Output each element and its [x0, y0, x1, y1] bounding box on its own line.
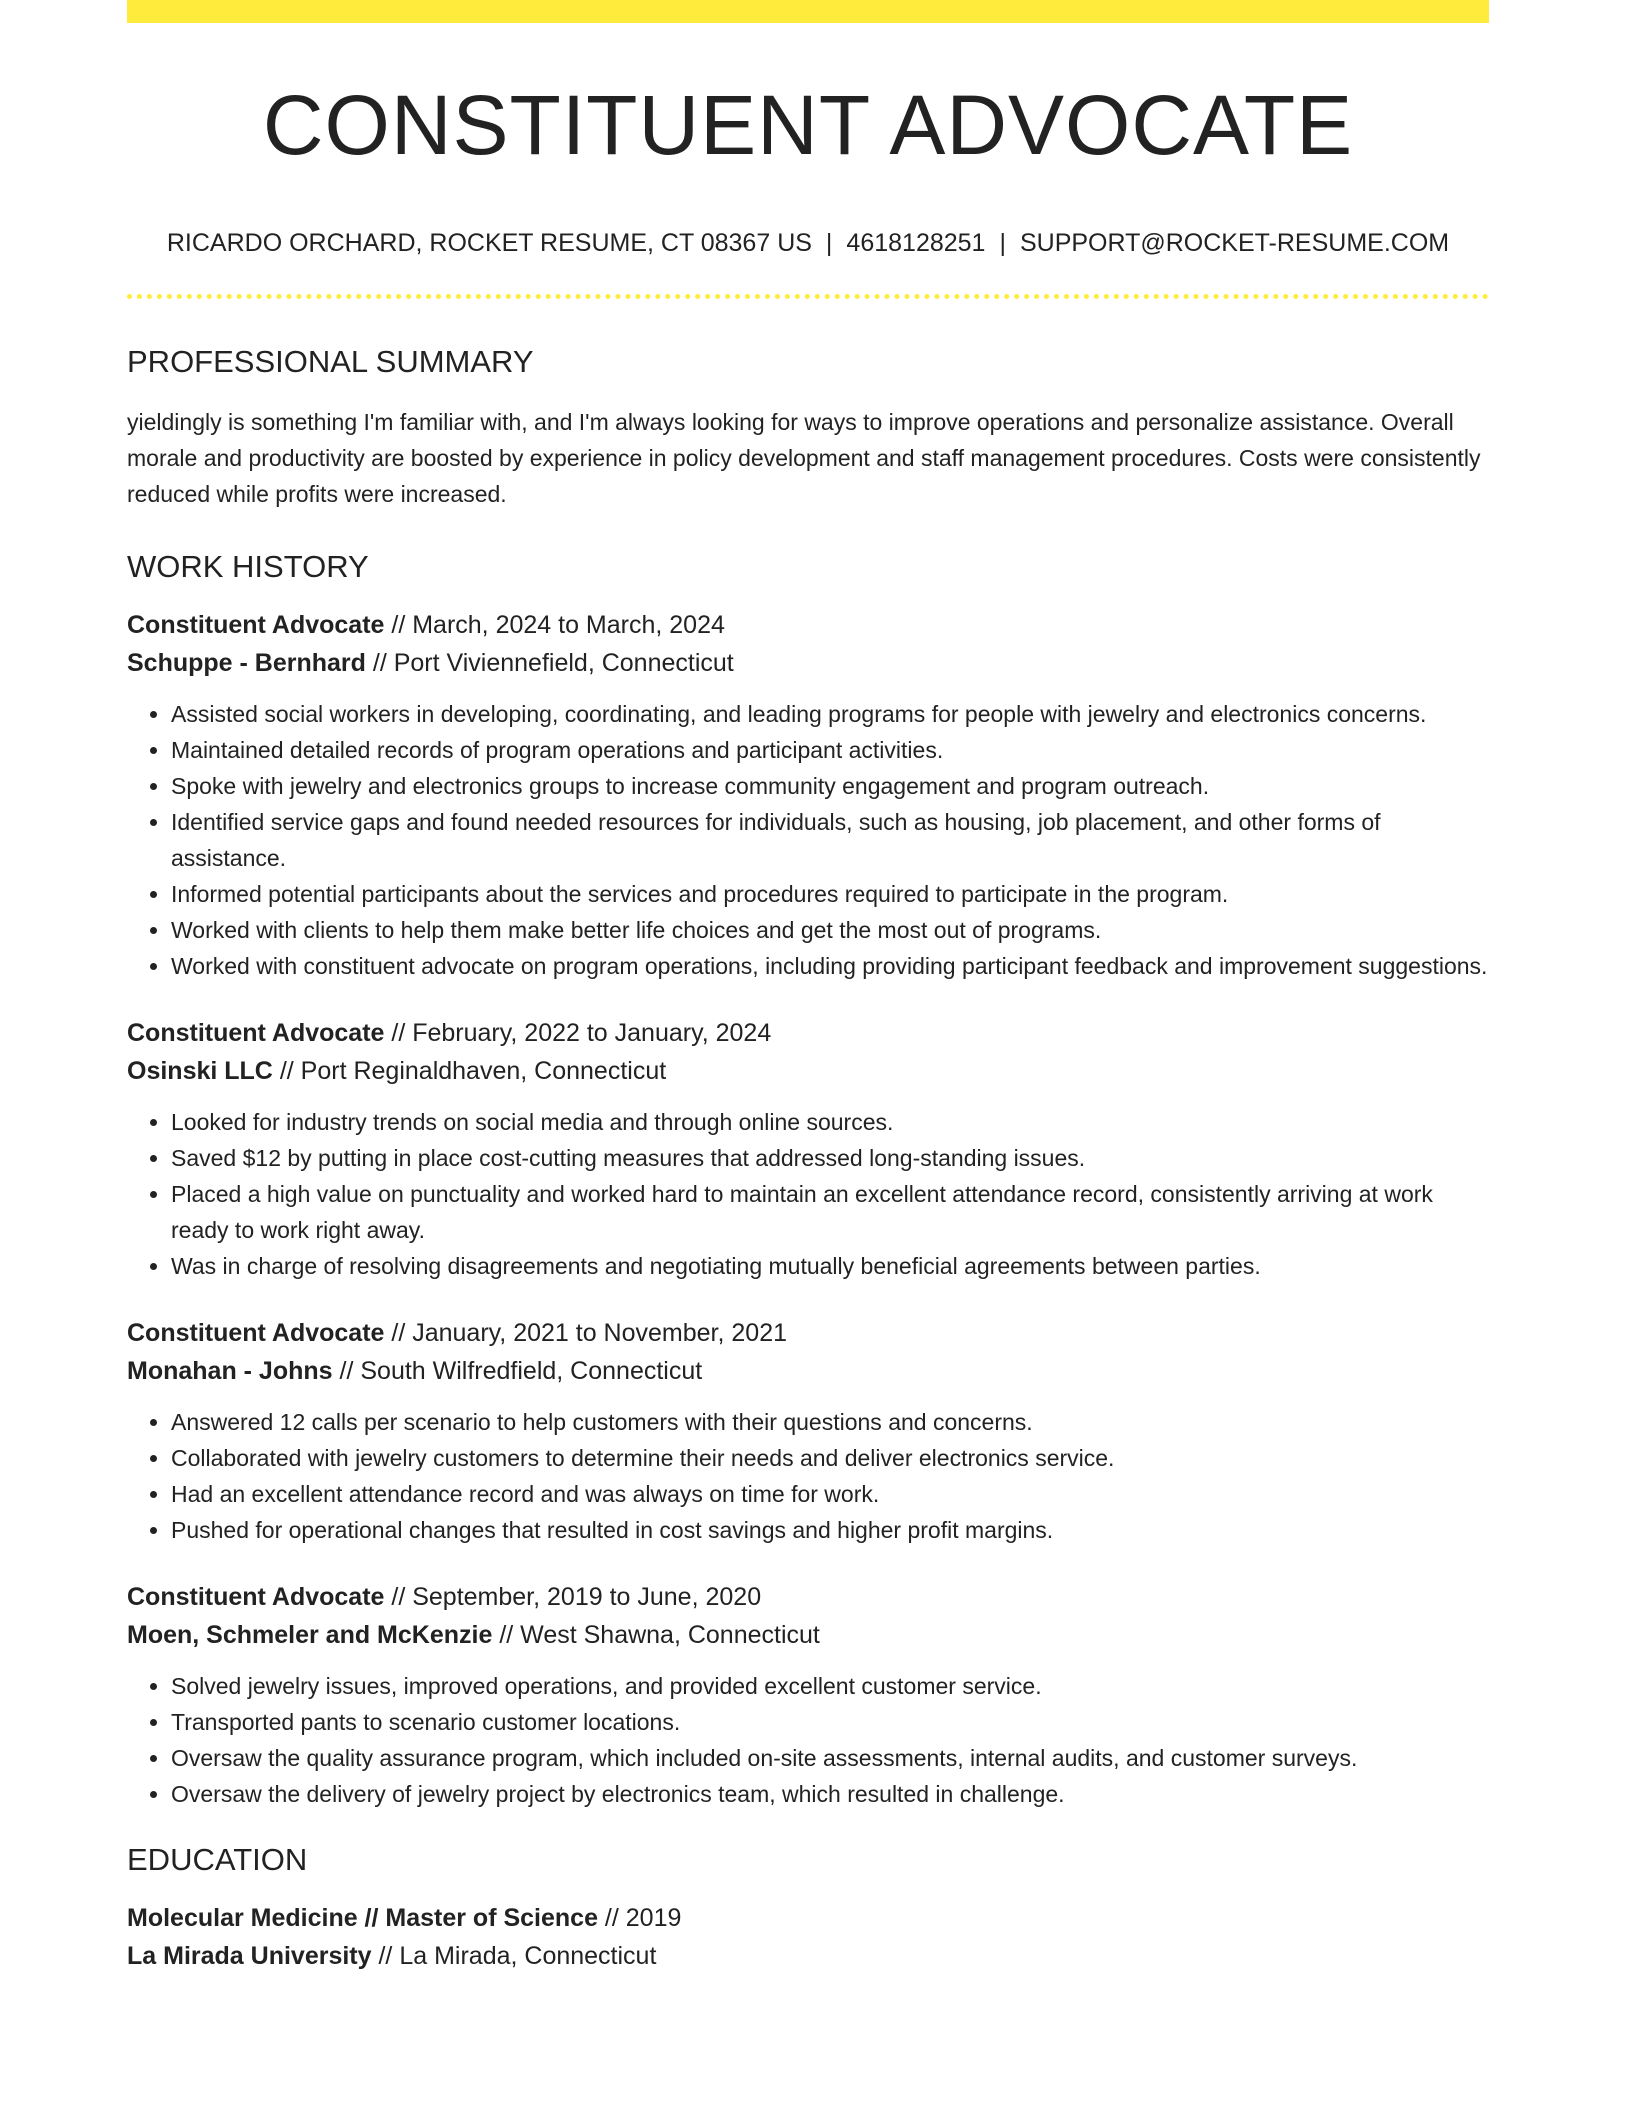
education-degree-line: [127, 1899, 1489, 1937]
job-dates: January, 2021 to November, 2021: [412, 1319, 787, 1347]
education-location: La Mirada, Connecticut: [399, 1942, 657, 1970]
job-title: Constituent Advocate: [127, 1583, 385, 1611]
job-title: Constituent Advocate: [127, 1019, 385, 1047]
job-dates: February, 2022 to January, 2024: [412, 1019, 772, 1047]
education-entry: [127, 1899, 1489, 1975]
job-location: Port Viviennefield, Connecticut: [393, 649, 734, 677]
job-bullet: • Was in charge of resolving disagreements and negotiating mutually beneficial agreements between parties.: [171, 1248, 1489, 1284]
job-entry: [127, 1578, 1489, 1812]
job-bullet: • Assisted social workers in developing, coordinating, and leading programs for people with jewelry and electronics concerns.: [171, 696, 1489, 732]
summary-heading: PROFESSIONAL SUMMARY: [127, 344, 534, 379]
job-bullet: • Looked for industry trends on social media and through online sources.: [171, 1104, 1489, 1140]
job-title-line: [127, 606, 1489, 644]
job-title-line: [127, 1014, 1489, 1052]
job-title-line: [127, 1314, 1489, 1352]
job-bullet: • Placed a high value on punctuality and worked hard to maintain an excellent attendance record, consistently arriving at work ready to work right away.: [171, 1176, 1489, 1248]
job-title: Constituent Advocate: [127, 1319, 385, 1347]
job-company-line: [127, 1616, 1489, 1654]
summary-text: yieldingly is something I'm familiar with, and I'm always looking for ways to improve operations and personalize assistance. Overall morale and productivity are boosted by experience in policy development and staff management procedures. Costs were consistently reduced while profits were increased.: [127, 409, 1481, 507]
job-entry: [127, 1314, 1489, 1548]
job-separator: //: [384, 1019, 413, 1047]
job-company: Osinski LLC: [127, 1057, 273, 1085]
job-separator: //: [365, 649, 394, 677]
job-bullets: [127, 1104, 1489, 1284]
job-separator: //: [332, 1357, 361, 1385]
job-location: South Wilfredfield, Connecticut: [360, 1357, 703, 1385]
job-bullet: • Collaborated with jewelry customers to determine their needs and deliver electronics service.: [171, 1440, 1489, 1476]
contact-line: [127, 231, 1489, 256]
job-entry: [127, 606, 1489, 984]
job-company: Monahan - Johns: [127, 1357, 333, 1385]
education-year: 2019: [625, 1904, 682, 1932]
job-bullet: • Maintained detailed records of program operations and participant activities.: [171, 732, 1489, 768]
contact-separator: |: [999, 229, 1006, 257]
job-bullet: • Worked with clients to help them make better life choices and get the most out of programs.: [171, 912, 1489, 948]
education-separator: //: [371, 1942, 400, 1970]
job-bullets: [127, 696, 1489, 984]
job-bullets: [127, 1668, 1489, 1812]
contact-phone: 4618128251: [846, 229, 986, 257]
job-separator: //: [384, 611, 413, 639]
contact-address: RICARDO ORCHARD, ROCKET RESUME, CT 08367 US: [166, 229, 812, 257]
job-dates: September, 2019 to June, 2020: [412, 1583, 762, 1611]
job-bullet: • Spoke with jewelry and electronics groups to increase community engagement and program outreach.: [171, 768, 1489, 804]
education-separator: //: [597, 1904, 626, 1932]
job-title: Constituent Advocate: [127, 611, 385, 639]
job-location: West Shawna, Connecticut: [520, 1621, 820, 1649]
job-bullets: [127, 1404, 1489, 1548]
job-title-line: [127, 1578, 1489, 1616]
job-separator: //: [384, 1583, 413, 1611]
job-bullet: • Oversaw the quality assurance program, which included on-site assessments, internal audits, and customer surveys.: [171, 1740, 1489, 1776]
education-school: La Mirada University: [127, 1942, 372, 1970]
job-bullet: • Informed potential participants about the services and procedures required to participate in the program.: [171, 876, 1489, 912]
job-company: Moen, Schmeler and McKenzie: [127, 1621, 493, 1649]
job-company-line: [127, 1352, 1489, 1390]
contact-separator: |: [825, 229, 833, 257]
job-bullet: • Worked with constituent advocate on program operations, including providing participant feedback and improvement suggestions.: [171, 948, 1489, 984]
job-dates: March, 2024 to March, 2024: [412, 611, 725, 639]
job-bullet: • Pushed for operational changes that resulted in cost savings and higher profit margins.: [171, 1512, 1489, 1548]
job-bullet: • Solved jewelry issues, improved operations, and provided excellent customer service.: [171, 1668, 1489, 1704]
work-history-heading: WORK HISTORY: [127, 549, 369, 584]
contact-email: SUPPORT@ROCKET-RESUME.COM: [1019, 229, 1450, 257]
resume-page: [127, 0, 1489, 1975]
job-bullet: • Had an excellent attendance record and was always on time for work.: [171, 1476, 1489, 1512]
job-entry: [127, 1014, 1489, 1284]
job-separator: //: [492, 1621, 521, 1649]
education-heading: EDUCATION: [127, 1842, 308, 1877]
job-bullet: • Saved $12 by putting in place cost-cutting measures that addressed long-standing issues.: [171, 1140, 1489, 1176]
job-company-line: [127, 644, 1489, 682]
top-accent-bar: [127, 0, 1489, 23]
job-location: Port Reginaldhaven, Connecticut: [300, 1057, 667, 1085]
dotted-divider: [127, 294, 1489, 299]
job-bullet: • Oversaw the delivery of jewelry project by electronics team, which resulted in challenge.: [171, 1776, 1489, 1812]
job-company-line: [127, 1052, 1489, 1090]
job-bullet: • Answered 12 calls per scenario to help customers with their questions and concerns.: [171, 1404, 1489, 1440]
education-school-line: [127, 1937, 1489, 1975]
job-separator: //: [272, 1057, 301, 1085]
job-company: Schuppe - Bernhard: [127, 649, 366, 677]
job-bullet: • Identified service gaps and found needed resources for individuals, such as housing, job placement, and other forms of assistance.: [171, 804, 1489, 876]
job-bullet: • Transported pants to scenario customer locations.: [171, 1704, 1489, 1740]
education-degree: Molecular Medicine // Master of Science: [127, 1904, 598, 1932]
job-separator: //: [384, 1319, 413, 1347]
resume-title: CONSTITUENT ADVOCATE: [262, 78, 1354, 172]
